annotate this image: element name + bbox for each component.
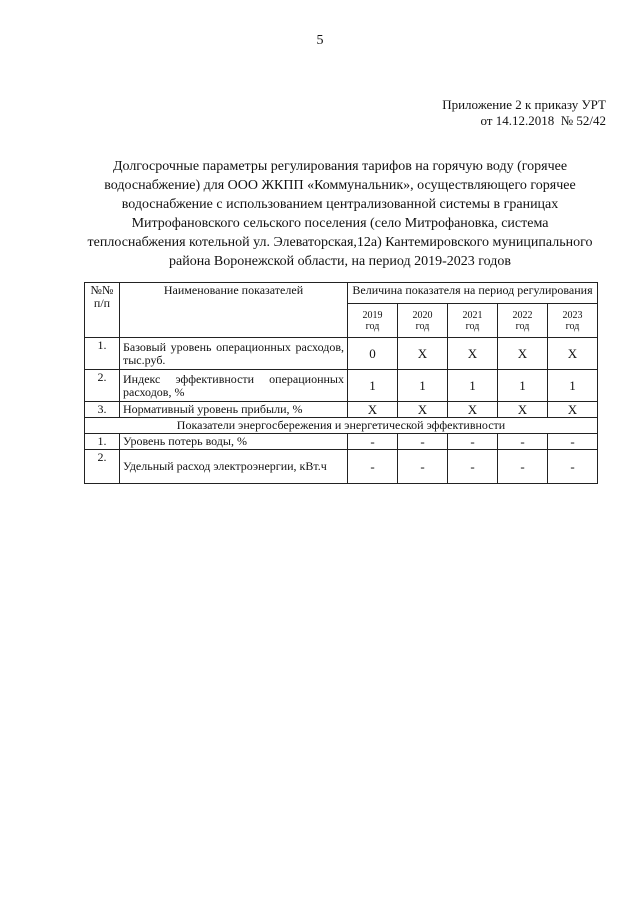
row-value-2019: - (348, 434, 398, 450)
row-name: Нормативный уровень прибыли, % (120, 402, 348, 418)
table-row (85, 370, 598, 402)
parameters-table (84, 282, 598, 484)
row-value-2022: - (498, 434, 548, 450)
row-value-2022: 1 (498, 370, 548, 402)
header-num: №№ п/п (85, 283, 120, 338)
row-value-2023: - (548, 434, 598, 450)
row-number: 1. (85, 434, 120, 450)
row-value-2023: 1 (548, 370, 598, 402)
row-value-2020: - (398, 434, 448, 450)
year-label: 2020 (412, 309, 433, 321)
page-number: 5 (316, 33, 324, 48)
header-value: Величина показателя на период регулирования (348, 283, 598, 304)
year-label: 2021 (462, 309, 483, 321)
appendix-line-1: Приложение 2 к приказу УРТ (442, 97, 606, 112)
year-header-2022 (498, 304, 548, 338)
year-unit: год (515, 320, 530, 332)
year-label: 2023 (562, 309, 583, 321)
row-name: Индекс эффективности операционных расходов, % (120, 370, 348, 402)
year-unit: год (565, 320, 580, 332)
year-label: 2019 (362, 309, 383, 321)
row-value-2020: X (398, 338, 448, 370)
row-value-2021: - (448, 450, 498, 484)
appendix-reference (442, 97, 606, 129)
table-row (85, 434, 598, 450)
row-value-2020: 1 (398, 370, 448, 402)
row-value-2023: - (548, 450, 598, 484)
table-row (85, 402, 598, 418)
row-number: 2. (85, 370, 120, 402)
year-label: 2022 (512, 309, 533, 321)
row-value-2021: X (448, 338, 498, 370)
row-value-2019: 0 (348, 338, 398, 370)
row-value-2023: X (548, 338, 598, 370)
year-header-2020 (398, 304, 448, 338)
appendix-line-2: от 14.12.2018 № 52/42 (480, 113, 606, 128)
row-number: 2. (85, 450, 120, 484)
year-unit: год (415, 320, 430, 332)
year-header-2021 (448, 304, 498, 338)
table-row (85, 338, 598, 370)
row-value-2019: X (348, 402, 398, 418)
row-number: 3. (85, 402, 120, 418)
row-value-2022: X (498, 338, 548, 370)
row-value-2022: X (498, 402, 548, 418)
row-name: Удельный расход электроэнергии, кВт.ч (120, 450, 348, 484)
row-value-2020: - (398, 450, 448, 484)
row-value-2023: X (548, 402, 598, 418)
row-value-2021: 1 (448, 370, 498, 402)
row-value-2022: - (498, 450, 548, 484)
row-value-2020: X (398, 402, 448, 418)
table-header-row (85, 283, 598, 304)
table-row (85, 450, 598, 484)
row-number: 1. (85, 338, 120, 370)
row-value-2019: - (348, 450, 398, 484)
document-title: Долгосрочные параметры регулирования тарифов на горячую воду (горячее водоснабжение) для ООО ЖКПП «Коммунальник», осуществляющего горячее водоснабжение с использованием централизованной системы в границах Митрофановского сельского поселения (село Митрофановка, система теплоснабжения котельной ул. Элеваторская,12а) Кантемировского муниципального района Воронежской области, на период 2019-2023 годов (87, 159, 593, 269)
row-value-2019: 1 (348, 370, 398, 402)
row-value-2021: X (448, 402, 498, 418)
row-name: Базовый уровень операционных расходов, тыс.руб. (120, 338, 348, 370)
header-name: Наименование показателей (120, 283, 348, 338)
row-value-2021: - (448, 434, 498, 450)
year-header-2019 (348, 304, 398, 338)
row-name: Уровень потерь воды, % (120, 434, 348, 450)
year-header-2023 (548, 304, 598, 338)
section-title: Показатели энергосбережения и энергетической эффективности (85, 418, 598, 434)
year-unit: год (465, 320, 480, 332)
year-unit: год (365, 320, 380, 332)
section-header-row (85, 418, 598, 434)
